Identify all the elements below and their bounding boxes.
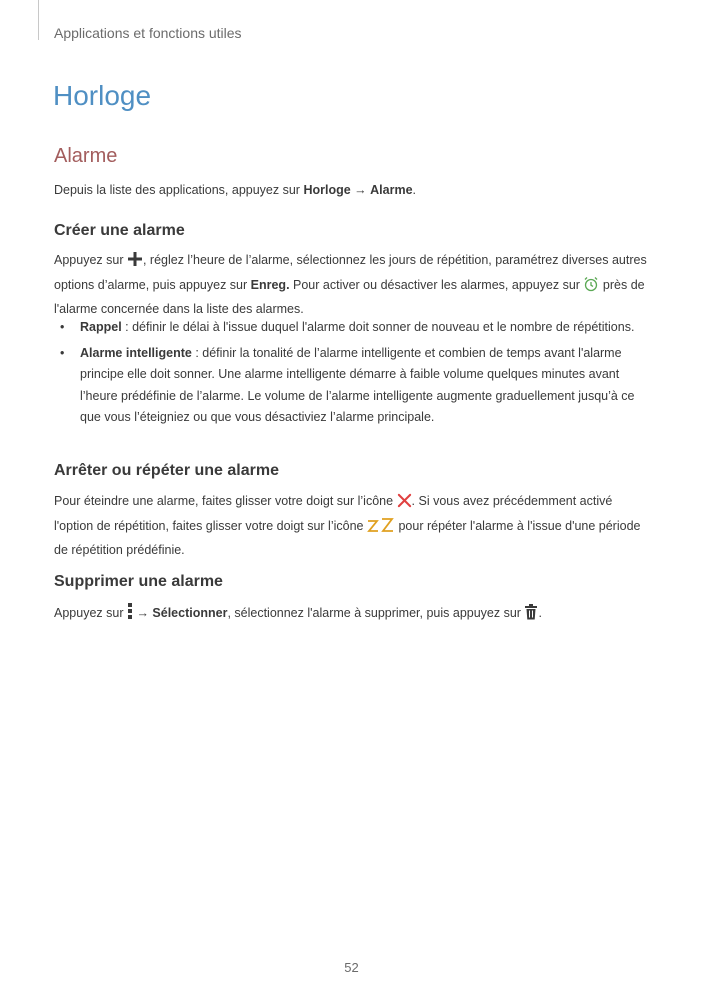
list-item: • Rappel : définir le délai à l'issue duquel l'alarme doit sonner de nouveau et le nombre de répétitions. — [60, 320, 635, 334]
section-label: Applications et fonctions utiles — [54, 25, 242, 41]
header-rule — [38, 0, 39, 40]
page-title: Horloge — [53, 80, 152, 111]
create-alarm-paragraph: Appuyez sur , réglez l’heure de l’alarme, sélectionnez les jours de répétition, paramétrez diverses autres options d’alarme, puis appuyez sur Enreg. Pour activer ou désactiver les alarmes, appuyez sur près de l'alarme concernée dans la liste des alarmes. — [54, 253, 647, 316]
alarme-term: Alarme — [370, 183, 413, 197]
delete-alarm-paragraph: Appuyez sur → Sélectionner, sélectionnez l'alarme à supprimer, puis appuyez sur . — [54, 602, 654, 628]
alarm-intro: Depuis la liste des applications, appuyez sur Horloge → Alarme. — [54, 183, 417, 197]
create-alarm-heading: Créer une alarme — [54, 222, 185, 239]
alarm-clock-icon — [583, 276, 599, 300]
close-x-icon — [397, 493, 412, 516]
stop-alarm-heading: Arrêter ou répéter une alarme — [54, 462, 279, 479]
alarm-heading: Alarme — [54, 145, 118, 167]
stop-alarm-paragraph: Pour éteindre une alarme, faites glisser votre doigt sur l’icône . Si vous avez précédemment activé l'option de répétition, faites glisser votre doigt sur l’icône pour répéter l'alarme à l'issue d'une période de répétition prédéfinie. — [54, 494, 641, 557]
page-number: 52 — [344, 960, 359, 975]
horloge-term: Horloge — [303, 183, 351, 197]
plus-icon — [127, 251, 143, 275]
alarm-options-list — [54, 317, 654, 429]
snooze-zz-icon — [367, 517, 395, 541]
delete-alarm-heading: Supprimer une alarme — [54, 573, 223, 590]
trash-icon — [524, 604, 538, 628]
list-item: • Alarme intelligente : définir la tonalité de l’alarme intelligente et combien de temps avant l'alarme principe elle doit sonner. Une alarme intelligente démarre à faible volume quelques minutes avant l’heure prédéfinie de l’alarme. Le volume de l’alarme intelligente augmente graduellement jusqu’à ce que vous l’éteigniez ou que vous désactiviez l’alarme principale. — [60, 345, 635, 424]
